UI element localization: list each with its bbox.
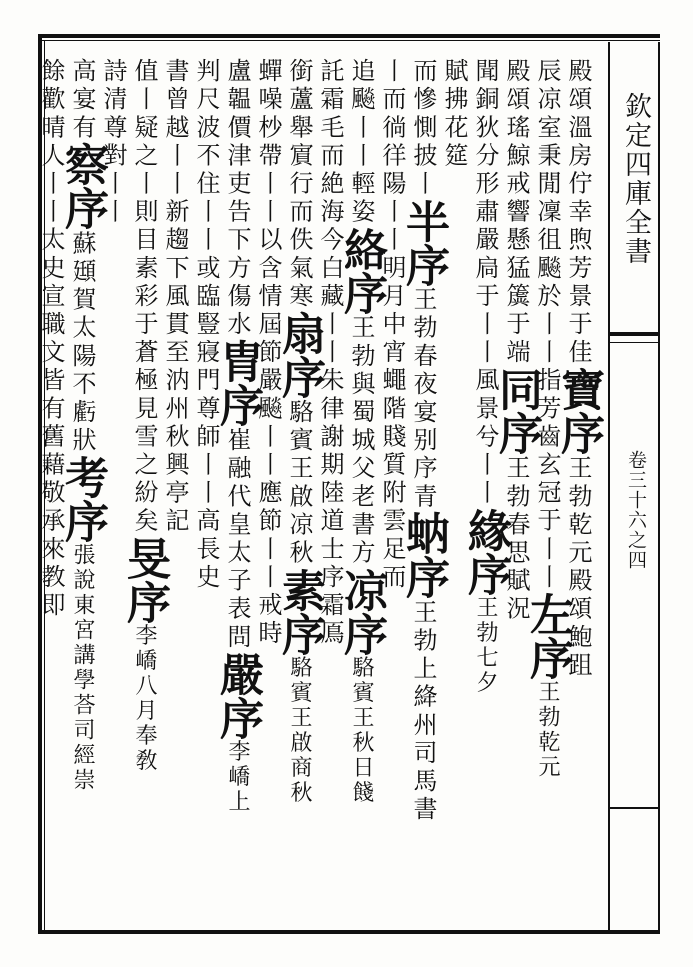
center-margin-banner xyxy=(608,42,660,930)
frame-bottom-rule xyxy=(38,930,660,934)
body-text: 屆節嚴飈丨丨 xyxy=(254,310,282,480)
annotation-text: 張說東宮講學荅司經崇 xyxy=(70,543,95,794)
body-text: 風景兮丨丨 xyxy=(471,367,499,508)
body-text: 王勃春夜宴别序青 xyxy=(409,286,437,512)
body-text: 蠅階賤質附雲足而 xyxy=(378,367,406,592)
fish-tail-mark-top xyxy=(608,332,660,336)
body-text: 值丨疑之丨則目素彩于蒼極見雪之紛矣 xyxy=(130,58,158,536)
large-heading-glyphs: 扇序 xyxy=(274,310,325,399)
text-column-18 xyxy=(29,58,73,918)
volume-label: 卷三十六之四 xyxy=(625,450,647,570)
body-text: 今白藏丨丨朱律謝期 xyxy=(316,226,344,480)
fish-tail-mark-bottom xyxy=(608,807,660,809)
large-heading-glyphs: 考序 xyxy=(57,455,108,544)
banner-left-rule xyxy=(608,42,610,930)
body-text: 王勃春思賦況 xyxy=(502,455,530,624)
annotation-text: 李嶠上 xyxy=(225,739,250,815)
large-heading-glyphs: 蚋序 xyxy=(398,511,449,600)
large-heading-glyphs: 素序 xyxy=(274,567,325,656)
body-text: 丨而徜徉 xyxy=(378,58,406,171)
body-text: 蘇頲賀太陽不虧狀 xyxy=(68,230,96,456)
large-heading-glyphs: 旻序 xyxy=(119,535,170,624)
body-text: 指芳齒玄冠于丨丨 xyxy=(533,367,561,592)
annotation-text: 駱賓王啟商秋 xyxy=(287,655,312,806)
body-text: 賦拂花筵 xyxy=(440,58,468,171)
body-text: 高宴有 xyxy=(68,58,96,143)
body-text: 殿頌溫房佇幸煦芳景于佳 xyxy=(564,58,592,368)
annotation-text: 王勃七夕 xyxy=(473,595,498,696)
fish-tail-mark-line xyxy=(608,342,660,343)
large-heading-glyphs: 凉序 xyxy=(336,567,387,656)
body-text: 盧韞價津吏告下方傷水 xyxy=(223,58,251,339)
large-heading-glyphs: 嚴序 xyxy=(212,651,263,740)
large-heading-glyphs: 寶序 xyxy=(553,367,604,456)
body-text: 駱賓王啟凉秋 xyxy=(285,398,313,568)
large-heading-glyphs: 左序 xyxy=(522,591,573,680)
large-heading-glyphs: 察序 xyxy=(57,142,108,231)
body-text: 陽丨丨明月中宵 xyxy=(378,170,406,368)
body-text: 殿頌瑤鯨戒響懸猛簴于端 xyxy=(502,58,530,368)
body-text: 晴人丨丨太史宣職 xyxy=(37,114,65,340)
large-heading-glyphs: 緣序 xyxy=(460,507,511,596)
body-text: 王勃與蜀城父老書方 xyxy=(347,314,375,568)
large-heading-glyphs: 絡序 xyxy=(336,226,387,315)
body-text: 應節丨丨戒時 xyxy=(254,479,282,649)
body-text: 聞銅狄分形肅嚴扃于丨丨 xyxy=(471,58,499,368)
column-text xyxy=(29,58,73,620)
body-text: 追飈丨丨輕姿 xyxy=(347,58,375,227)
body-text: 餘歡 xyxy=(37,58,65,115)
body-text: 崔融代皇太子表問 xyxy=(223,427,251,652)
frame-top-inner-rule xyxy=(38,40,660,41)
annotation-text: 駱賓王秋日餞 xyxy=(349,655,374,806)
body-text: 判尺波不住丨丨或臨 xyxy=(192,58,220,311)
body-text: 文皆有舊藉敬承來教即 xyxy=(37,339,65,621)
body-text: 陸道士序霜鳫 xyxy=(316,479,344,649)
collection-title: 欽定四庫全書 xyxy=(620,92,651,266)
body-text: 託霜毛而絶海 xyxy=(316,58,344,227)
large-heading-glyphs: 半序 xyxy=(398,198,449,287)
body-text: 高長史 xyxy=(192,507,220,592)
body-text: 而慘惻披丨 xyxy=(409,58,437,199)
body-text: 王勃乾元殿頌鮑跙 xyxy=(564,455,592,680)
body-text: 銜蘆舉賔行而佚氣寒 xyxy=(285,58,313,311)
annotation-text: 王勃乾元 xyxy=(535,679,560,780)
body-text: 豎寢門尊師丨丨 xyxy=(192,310,220,508)
large-heading-glyphs: 同序 xyxy=(491,367,542,456)
body-text: 王勃上絳州司馬書 xyxy=(409,599,437,825)
banner-right-rule xyxy=(658,42,660,930)
body-text: 書曾越丨丨新趨下風貫至汭州秋興亭記 xyxy=(161,58,189,536)
large-heading-glyphs: 胄序 xyxy=(212,339,263,427)
annotation-text: 李嶠八月奉敎 xyxy=(132,623,157,774)
body-text: 蟬噪杪帶丨丨以含情 xyxy=(254,58,282,311)
frame-top-rule xyxy=(38,34,660,38)
body-text: 詩清尊對丨丨 xyxy=(99,58,127,227)
body-text: 辰凉室秉閒凜徂飈於丨丨 xyxy=(533,58,561,368)
